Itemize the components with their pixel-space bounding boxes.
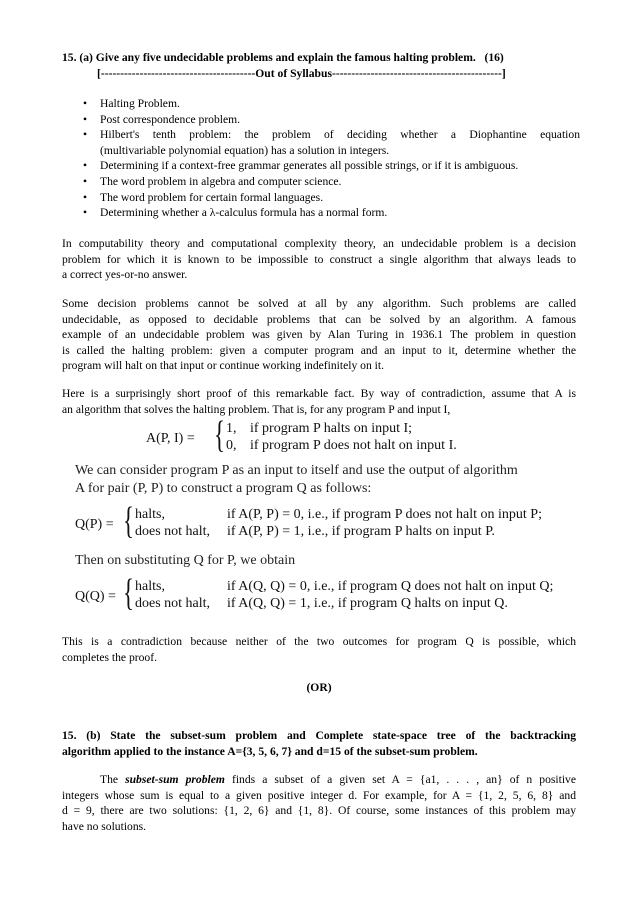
paragraph-proof-intro: Here is a surprisingly short proof of this remarkable fact. By way of contradiction, assume that A is an algorithm that solves the halting problem. That is, for any program P and input I, bbox=[62, 387, 576, 416]
left-brace-icon: { bbox=[123, 572, 134, 614]
paragraph-substitute: Then on substituting Q for P, we obtain bbox=[75, 553, 296, 568]
equation-lhs: Q(P) = bbox=[75, 517, 114, 532]
list-item: • Determining whether a λ-calculus formula has a normal form. bbox=[83, 206, 388, 220]
syllabus-note: [----------------------------------------Out of Syllabus--------------------------------------------] bbox=[97, 67, 506, 80]
bullet-icon: • bbox=[83, 159, 88, 173]
question-15a-marks: (16) bbox=[484, 51, 504, 64]
bullet-icon: • bbox=[83, 97, 88, 110]
paragraph-construct-q: We can consider program P as an input to itself and use the output of algorithm A for pair (P, P) to construct a program Q as follows: bbox=[75, 463, 518, 496]
bullet-icon: • bbox=[83, 206, 88, 220]
left-brace-icon: { bbox=[214, 414, 225, 456]
paragraph-definition: In computability theory and computational complexity theory, an undecidable problem is a decision problem for which it is known to be impossible to construct a single algorithm that always leads to a correct yes-or-no answer. bbox=[62, 237, 576, 282]
equation-q-of-p: Q(P) = { halts, if A(P, P) = 0, i.e., if program P does not halt on input P; does not halt, if A(P, P) = 1, i.e., if program P halts on input P. bbox=[75, 500, 542, 542]
left-brace-icon: { bbox=[123, 500, 134, 542]
question-15a-heading bbox=[62, 50, 582, 66]
paragraph-halting-intro: Some decision problems cannot be solved at all by any algorithm. Such problems are called undecidable, as opposed to decidable problems that can be solved by an algorithm. A famous example of an undecidable problem was given by Alan Turing in 1936.1 The problem in question is called the halting problem: given a computer program and an input to it, determine whether the program will halt on that input or continue working indefinitely on it. bbox=[62, 297, 576, 373]
bullet-icon: • bbox=[83, 112, 88, 126]
list-item: • The word problem in algebra and computer science. bbox=[83, 174, 342, 188]
or-separator: (OR) bbox=[306, 681, 332, 694]
list-item: • Halting Problem. bbox=[83, 97, 180, 110]
paragraph-contradiction: This is a contradiction because neither of the two outcomes for program Q is possible, which completes the proof. bbox=[62, 635, 576, 664]
equation-lhs: A(P, I) = bbox=[146, 431, 195, 446]
equation-halting-function: A(P, I) = { 1, if program P halts on input I; 0, if program P does not halt on input I. bbox=[146, 414, 457, 456]
list-item: • Determining if a context-free grammar generates all possible strings, or if it is ambiguous. bbox=[83, 159, 519, 173]
bullet-icon: • bbox=[83, 190, 88, 204]
question-15b-heading: 15. (b) State the subset-sum problem and Complete state-space tree of the backtracking algorithm applied to the instance A={3, 5, 6, 7} and d=15 of the subset-sum problem. bbox=[62, 729, 576, 758]
undecidable-problems-list bbox=[62, 96, 580, 221]
bullet-icon: • bbox=[83, 174, 88, 188]
list-item: • Post correspondence problem. bbox=[83, 112, 241, 126]
question-15a-title: 15. (a) Give any five undecidable problems and explain the famous halting problem. bbox=[62, 51, 476, 64]
list-item: • Hilbert's tenth problem: the problem of deciding whether a Diophantine equation bbox=[83, 128, 580, 142]
paragraph-subset-sum: The subset-sum problem finds a subset of a given set A = {a1, . . . , an} of n positive integers whose sum is equal to a given positive integer d. For example, for A = {1, 2, 5, 6, 8} and d = 9, there are two solutions: {1, 2, 6} and {1, 8}. Of course, some instances of this problem may have no solutions. bbox=[62, 773, 576, 833]
equation-lhs: Q(Q) = bbox=[75, 589, 116, 604]
list-item-continuation: (multivariable polynomial equation) has a solution in integers. bbox=[100, 143, 390, 157]
list-item: • The word problem for certain formal languages. bbox=[83, 190, 324, 204]
bullet-icon: • bbox=[83, 128, 88, 142]
subset-sum-term: subset-sum problem bbox=[125, 773, 225, 786]
equation-q-of-q: Q(Q) = { halts, if A(Q, Q) = 0, i.e., if program Q does not halt on input Q; does not halt, if A(Q, Q) = 1, i.e., if program Q halts on input Q. bbox=[75, 572, 554, 614]
